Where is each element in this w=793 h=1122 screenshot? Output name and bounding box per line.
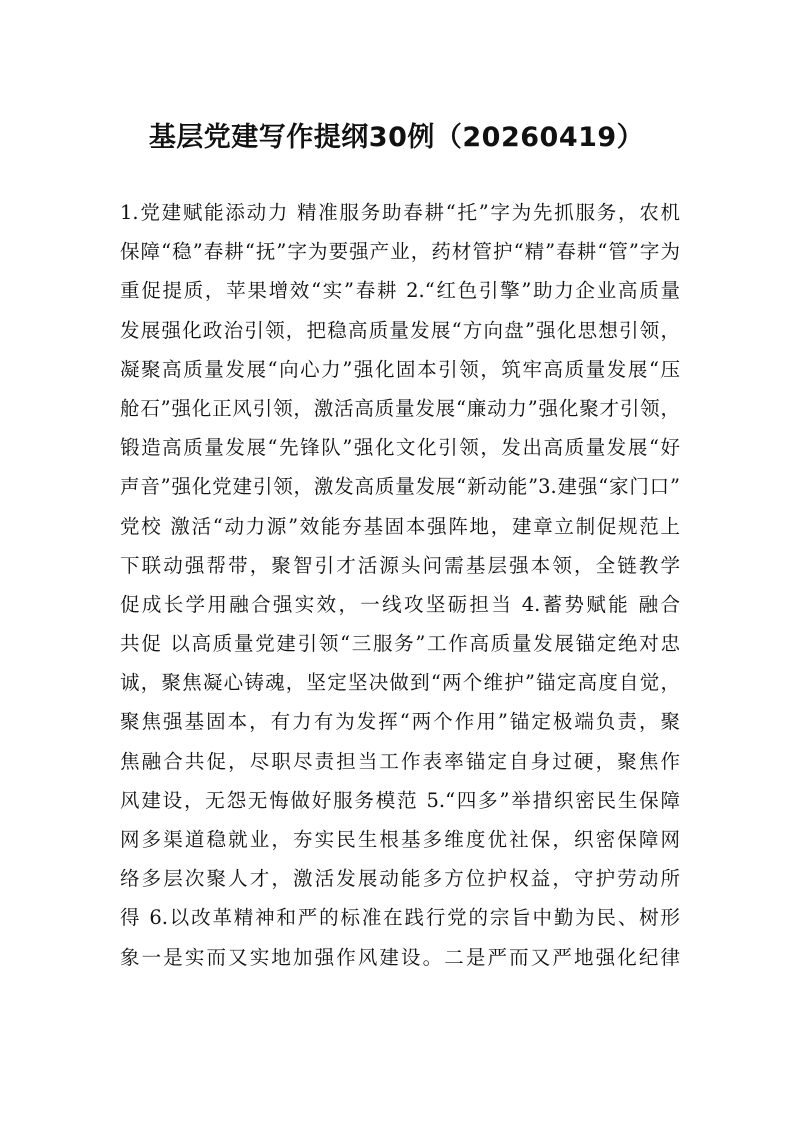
body-text-line: 焦融合共促，尽职尽责担当工作表率锚定自身过硬，聚焦作 (120, 749, 680, 773)
body-text-line: 诚，聚焦凝心铸魂，坚定坚决做到“两个维护”锚定高度自觉， (120, 671, 680, 695)
body-text-line: 锻造高质量发展“先锋队”强化文化引领，发出高质量发展“好 (120, 436, 680, 460)
body-text-line: 共促 以高质量党建引领“三服务”工作高质量发展锚定绝对忠 (120, 632, 680, 656)
body-text-line: 络多层次聚人才，激活发展动能多方位护权益，守护劳动所 (120, 867, 680, 891)
body-text-line: 聚焦强基固本，有力有为发挥“两个作用”锚定极端负责，聚 (120, 710, 680, 734)
body-text-line: 网多渠道稳就业，夯实民生根基多维度优社保，织密保障网 (120, 828, 680, 851)
body-text-line: 风建设，无怨无悔做好服务模范 5.“四多”举措织密民生保障 (120, 788, 680, 812)
body-text-line: 1.党建赋能添动力 精准服务助春耕“托”字为先抓服务，农机 (120, 201, 680, 224)
body-text-line: 发展强化政治引领，把稳高质量发展“方向盘”强化思想引领， (120, 318, 680, 342)
body-text-line: 舱石”强化正风引领，激活高质量发展“廉动力”强化聚才引领， (120, 396, 680, 420)
body-text-line: 凝聚高质量发展“向心力”强化固本引领，筑牢高质量发展“压 (120, 357, 680, 381)
document-body (120, 193, 680, 977)
body-text-line: 声音”强化党建引领，激发高质量发展“新动能”3.建强“家门口” (120, 475, 680, 499)
body-text-line: 重促提质，苹果增效“实”春耕 2.“红色引擎”助力企业高质量 (120, 279, 680, 303)
body-text-line: 象一是实而又实地加强作风建设。二是严而又严地强化纪律 (120, 945, 680, 969)
body-text-line: 促成长学用融合强实效，一线攻坚砺担当 4.蓄势赋能 融合 (120, 592, 680, 616)
body-text-line: 下联动强帮带，聚智引才活源头问需基层强本领，全链教学 (120, 553, 680, 577)
body-text-line: 得 6.以改革精神和严的标准在践行党的宗旨中勤为民、树形 (120, 906, 680, 930)
body-text-line: 保障“稳”春耕“抚”字为要强产业，药材管护“精”春耕“管”字为 (120, 240, 680, 264)
document-title: 基层党建写作提纲30例（20260419） (148, 122, 645, 153)
body-text-line: 党校 激活“动力源”效能夯基固本强阵地，建章立制促规范上 (120, 514, 680, 538)
